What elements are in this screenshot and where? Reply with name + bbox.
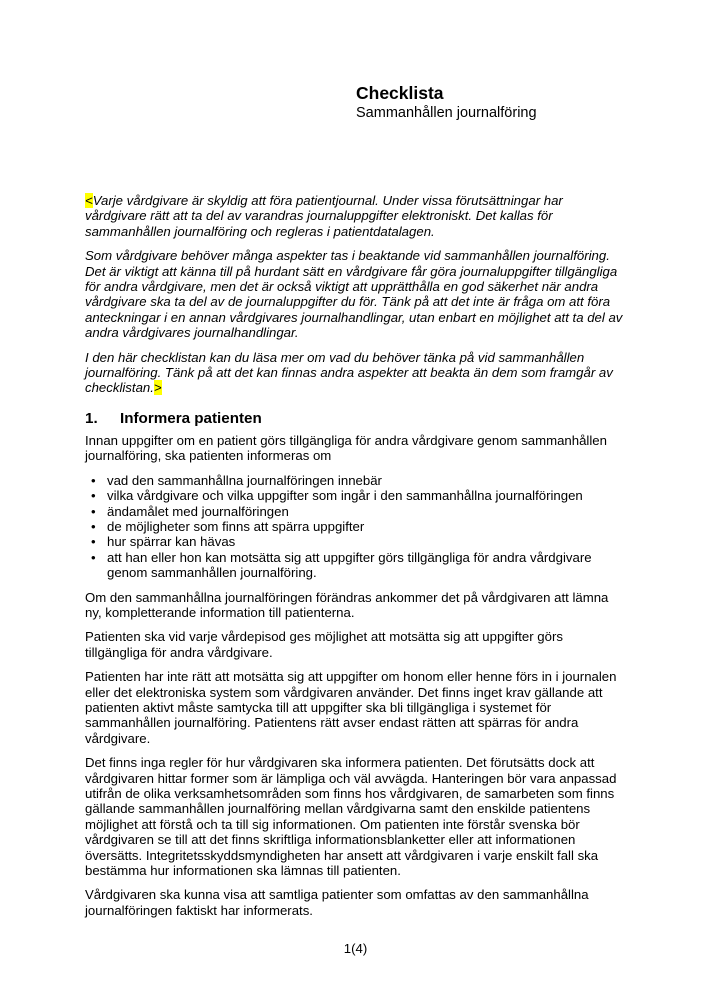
list-item: • att han eller hon kan motsätta sig att uppgifter görs tillgängliga för andra vårdgivare genom sammanhållen journalföring. bbox=[85, 550, 626, 581]
list-item: • ändamålet med journalföringen bbox=[85, 504, 626, 519]
section-1-title: Informera patienten bbox=[120, 409, 262, 427]
section-1-lead-paragraph: Innan uppgifter om en patient görs tillgängliga för andra vårdgivare genom sammanhållen journalföring, ska patienten informeras om bbox=[85, 432, 607, 464]
document-body bbox=[85, 193, 626, 927]
list-item: • hur spärrar kan hävas bbox=[85, 534, 626, 549]
page-title: Checklista bbox=[356, 83, 444, 103]
list-item: • vilka vårdgivare och vilka uppgifter som ingår i den sammanhållna journalföringen bbox=[85, 488, 626, 503]
body-paragraph: Patienten har inte rätt att motsätta sig att uppgifter om honom eller henne förs in i journalen eller det elektroniska system som vårdgivaren använder. Det finns inget krav gällande att patienten aktivt måste samtycka till att uppgifter ska bli tillgängliga i systemet för sammanhållen journalföring. Patientens rätt avser endast rätten att spärras för andra vårdgivare. bbox=[85, 669, 617, 746]
body-paragraph: Om den sammanhållna journalföringen förändras ankommer det på vårdgivaren att lämna ny, kompletterande information till patienterna. bbox=[85, 589, 609, 620]
document-header bbox=[356, 83, 537, 122]
highlight-marker-close: > bbox=[153, 380, 162, 396]
body-paragraph: Det finns inga regler för hur vårdgivaren ska informera patienten. Det förutsätts dock att vårdgivaren hittar former som är lämpliga och väl avvägda. Hanteringen bör vara anpassad utifrån de olika verksamhetsområden som finns hos vårdgivaren, de samarbeten som finns gällande sammanhållen journalföring mellan vårdgivarna samt den enskilde patientens möjlighet att förstå och ta till sig informationen. Om patienten inte förstår svenska bör vårdgivaren se till att det finns skriftliga informationsblanketter eller att informationen översätts. Integritetsskyddsmyndigheten har ansett att vårdgivaren i varje enskilt fall ska bestämma hur informationen ska lämnas till patienten. bbox=[85, 755, 617, 879]
intro-paragraph-1 bbox=[85, 193, 626, 239]
bullet-list bbox=[85, 473, 626, 581]
intro-paragraph-3 bbox=[85, 350, 626, 396]
list-item: • vad den sammanhållna journalföringen innebär bbox=[85, 473, 626, 488]
body-paragraph: Vårdgivaren ska kunna visa att samtliga patienter som omfattas av den sammanhållna journalföringen faktiskt har informerats. bbox=[85, 887, 589, 918]
page-footer bbox=[85, 941, 626, 956]
section-1-heading bbox=[85, 409, 626, 428]
page-number: 1(4) bbox=[343, 941, 368, 956]
intro-paragraph-3-text: I den här checklistan kan du läsa mer om vad du behöver tänka på vid sammanhållen journalföring. Tänk på att det kan finnas andra aspekter att beakta än dem som framgår av checklistan. bbox=[85, 349, 613, 396]
list-item: • de möjligheter som finns att spärra uppgifter bbox=[85, 519, 626, 534]
page-subtitle: Sammanhållen journalföring bbox=[356, 105, 537, 121]
section-1-number: 1. bbox=[85, 409, 98, 427]
intro-paragraph-1-text: Varje vårdgivare är skyldig att föra patientjournal. Under vissa förutsättningar har vårdgivare rätt att ta del av varandras journaluppgifter elektroniskt. Det kallas för sammanhållen journalföring och regleras i patientdatalagen. bbox=[85, 193, 563, 239]
intro-paragraph-2: Som vårdgivare behöver många aspekter tas i beaktande vid sammanhållen journalföring. Det är viktigt att känna till på hurdant sätt en vårdgivare får göra journaluppgifter tillgängliga för andra vårdgivare, men det är också viktigt att upprätthålla en god säkerhet när andra vårdgivare ska ta del av de journaluppgifter du för. Tänk på att det inte är fråga om att föra anteckningar i en annan vårdgivares journalhandlingar, utan enbart en möjlighet att ta del av andra vårdgivares journalhandlingar. bbox=[85, 248, 623, 341]
body-paragraph: Patienten ska vid varje vårdepisod ges möjlighet att motsätta sig att uppgifter görs tillgängliga för andra vårdgivare. bbox=[85, 629, 563, 660]
highlight-marker-open: < bbox=[85, 193, 93, 208]
